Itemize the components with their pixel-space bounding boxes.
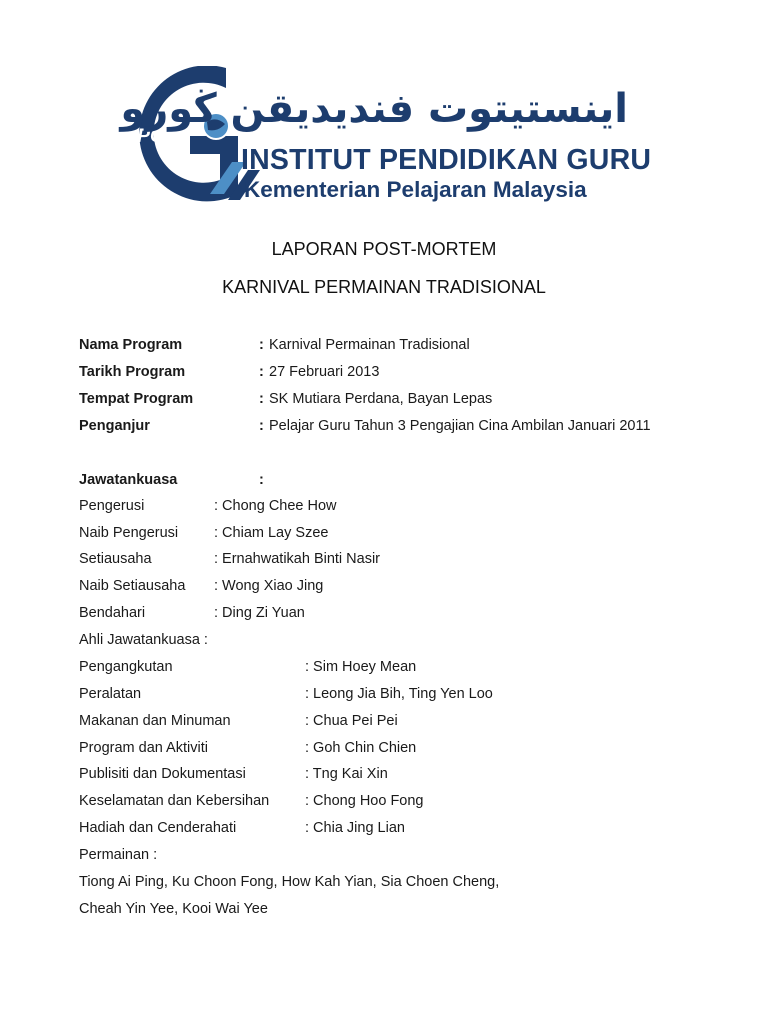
committee-name: : Ding Zi Yuan (214, 605, 305, 621)
info-value-nama: Karnival Permainan Tradisional (269, 337, 470, 353)
committee-name: : Wong Xiao Jing (214, 578, 324, 594)
info-label-penganjur: Penganjur (79, 418, 150, 434)
info-label-tarikh: Tarikh Program (79, 364, 186, 380)
committee-role: Setiausaha (79, 551, 152, 567)
ajk-role: Makanan dan Minuman (79, 713, 231, 729)
permainan-names-line2: Cheah Yin Yee, Kooi Wai Yee (79, 901, 268, 917)
report-title: LAPORAN POST-MORTEM (271, 239, 497, 259)
ajk-name: : Leong Jia Bih, Ting Yen Loo (305, 686, 493, 702)
ajk-name: : Chua Pei Pei (305, 713, 398, 729)
logo-abbr: iPG (132, 126, 165, 147)
ajk-name: : Chong Hoo Fong (305, 793, 424, 809)
ajk-name: : Chia Jing Lian (305, 820, 405, 836)
info-value-tempat: SK Mutiara Perdana, Bayan Lepas (269, 391, 493, 407)
info-label-tempat: Tempat Program (79, 391, 194, 407)
logo-title: INSTITUT PENDIDIKAN GURU (241, 144, 652, 176)
committee-heading-sep: : (259, 472, 264, 488)
permainan-heading: Permainan : (79, 847, 158, 863)
ajk-heading: Ahli Jawatankuasa : (79, 632, 208, 648)
committee-name: : Chiam Lay Szee (214, 525, 329, 541)
logo-subtitle: Kementerian Pelajaran Malaysia (244, 177, 587, 202)
report-subtitle: KARNIVAL PERMAINAN TRADISIONAL (222, 277, 546, 297)
info-value-tarikh: 27 Februari 2013 (269, 364, 380, 380)
committee-name: : Ernahwatikah Binti Nasir (214, 551, 381, 567)
logo-jawi-text: اينستيتوت فنديديقن ڬورو (120, 86, 628, 132)
ajk-role: Pengangkutan (79, 659, 173, 675)
info-sep: : (259, 337, 264, 353)
committee-role: Pengerusi (79, 498, 145, 514)
ajk-role: Hadiah dan Cenderahati (79, 820, 237, 836)
ajk-name: : Goh Chin Chien (305, 740, 417, 756)
ajk-name: : Sim Hoey Mean (305, 659, 417, 675)
committee-role: Naib Pengerusi (79, 525, 179, 541)
ajk-role: Publisiti dan Dokumentasi (79, 766, 246, 782)
ipg-logo (120, 66, 652, 206)
ajk-role: Peralatan (79, 686, 142, 702)
committee-name: : Chong Chee How (214, 498, 337, 514)
committee-heading: Jawatankuasa (79, 472, 178, 488)
committee-role: Naib Setiausaha (79, 578, 186, 594)
info-sep: : (259, 364, 264, 380)
info-label-nama: Nama Program (79, 337, 183, 353)
ajk-role: Keselamatan dan Kebersihan (79, 793, 270, 809)
permainan-names-line1: Tiong Ai Ping, Ku Choon Fong, How Kah Yian, Sia Choen Cheng, (79, 874, 500, 890)
committee-role: Bendahari (79, 605, 146, 621)
ajk-role: Program dan Aktiviti (79, 740, 208, 756)
info-value-penganjur: Pelajar Guru Tahun 3 Pengajian Cina Ambilan Januari 2011 (269, 418, 651, 434)
info-sep: : (259, 391, 264, 407)
info-sep: : (259, 418, 264, 434)
ajk-name: : Tng Kai Xin (305, 766, 388, 782)
